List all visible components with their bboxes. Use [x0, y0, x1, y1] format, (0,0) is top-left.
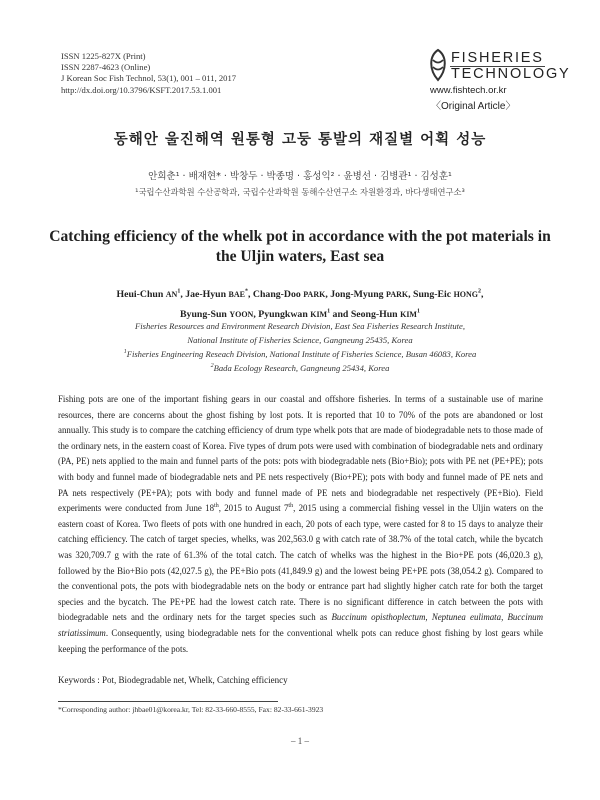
species-names: Buccinum opisthoplectum, Neptunea eulimata, Buccinum striatissimum	[58, 612, 543, 638]
citation-block	[61, 51, 236, 96]
korean-title: 동해안 울진해역 원통형 고둥 통발의 재질별 어획 성능	[113, 132, 487, 148]
citation: J Korean Soc Fish Technol, 53(1), 001 – 011, 2017	[61, 73, 237, 84]
page-number: – 1 –	[291, 736, 309, 746]
affiliation-1-cont: National Institute of Fisheries Science, Gangneung 25435, Korea	[187, 335, 413, 345]
english-title: Catching efficiency of the whelk pot in accordance with the pot materials in the Uljin waters, East sea	[49, 228, 551, 265]
journal-logo-line2: TECHNOLOGY	[451, 66, 571, 82]
english-affiliations	[40, 319, 560, 375]
affiliation-1: Fisheries Resources and Environment Research Division, East Sea Fisheries Research Institute,	[135, 321, 465, 331]
affiliation-3: $^2$Bada Ecology Research, Gangneung 25434, Korea	[210, 363, 390, 373]
issn-print: ISSN 1225-827X (Print)	[61, 51, 146, 61]
issn-online: ISSN 2287-4623 (Online)	[61, 62, 151, 73]
affiliation-2: $^1$Fisheries Engineering Reseach Division, National Institute of Fisheries Science, Busan 46083, Korea	[123, 349, 477, 359]
corresponding-author-footnote: *Corresponding author: jhbae01@korea.kr, Tel: 82-33-660-8555, Fax: 82-33-661-3923	[58, 705, 324, 714]
korean-authors: 안희춘¹ · 배재현* · 박창두 · 박종명 · 홍성익² · 윤병선 · 김병관¹ · 김성훈¹	[148, 171, 452, 182]
authors-line-2: Byung-Sun YOON, Pyungkwan KIM$^1$ and Seong-Hun KIM$^1$	[180, 308, 420, 320]
journal-logo-line1: FISHERIES	[451, 50, 544, 66]
fish-logo-icon	[425, 48, 451, 82]
authors-line-1: Heui-Chun $AN^1$, Jae-Hyun BAE*, Chang-Doo PARK, Jong-Myung PARK, Sung-Eic HONG$^2$,	[116, 288, 484, 300]
keywords: Keywords : Pot, Biodegradable net, Whelk, Catching efficiency	[58, 675, 288, 685]
journal-url[interactable]: www.fishtech.or.kr	[430, 85, 507, 96]
doi-link[interactable]: http://dx.doi.org/10.3796/KSFT.2017.53.1.001	[61, 84, 222, 95]
abstract: Fishing pots are one of the important fishing gears in our coastal and offshore fisheries. In terms of a sustainable use of marine resources, there are concerns about the ghost fishing by lost pots. It is reported that 10 to 70% of the pots are abandoned or lost annually. This study is to compare the catching efficiency of drum type whelk pots that are made of biodegradable nets to those made of the ordinary nets, in the eastern coast of Korea. Five types of drum pots were used with combination of biodegradable nets and ordinary (PA, PE) nets applied to the main and funnel parts of the pots: pots with biodegradable nets (Bio+Bio); pots with PE net (PE+PE); pots with body and funnel made of biodegradable nets and PE nets respectively (Bio+PE); pots with body and funnel made of PE nets and PA nets respectively (PE+PA); pots with body and funnel made of PE nets and biodegradable net respectively (PE+Bio). Field experiments were conducted from June 18th, 2015 to August 7th, 2015 using a commercial fishing vessel in the Uljin waters on the eastern coast of Korea. Two fleets of pots with one hundred in each, 20 pots of each type, were casted for 8 to 15 days to analyze their catching efficiency. The catch of target species, whelks, was 202,563.0 g with catch rate of 38.7% of the total catch, while the bycatch was 320,709.7 g with the rate of 61.3% of the total catch. The catch of whelks was the highest in the Bio+PE pots (46,020.3 g), followed by the Bio+Bio pots (42,027.5 g), the PE+Bio pots (41,849.9 g) and the lowest being PE+PE pots (38,054.2 g). Compared to the conventional pots, the pots with biodegradable nets on the body or entrance part had slightly higher catch rate for both the target species and the bycatch. The PE+PE had the lowest catch rate. There is no significant difference in catch between the pots with biodegradable nets and the ordinary nets for the target species such as Buccinum opisthoplectum, Neptunea eulimata, Buccinum striatissimum. Consequently, using biodegradable nets for the conventional whelk pots can reduce ghost fishing by lost gears while keeping the performance of the pots.	[58, 394, 544, 654]
footnote-divider	[58, 701, 278, 702]
article-type: 〈Original Article〉	[431, 101, 516, 112]
korean-affiliations: ¹국립수산과학원 수산공학과, 국립수산과학원 동해수산연구소 자원환경과, 바다생태연구소³	[135, 187, 465, 197]
